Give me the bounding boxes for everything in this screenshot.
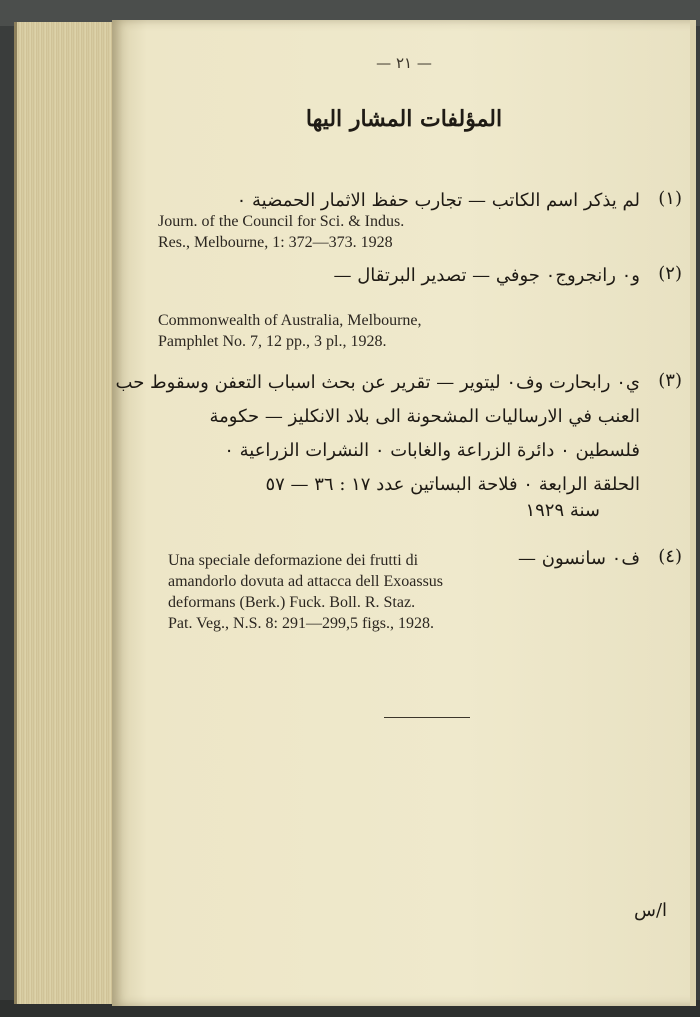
reference-3-arabic-line-3: فلسطين ٠ دائرة الزراعة والغابات ٠ النشرات الزراعية ٠	[224, 440, 640, 461]
reference-4-latin-line-1: Una speciale deformazione dei frutti di	[168, 552, 419, 569]
reference-1-number: (١)	[658, 188, 682, 209]
page-edge	[690, 20, 696, 1006]
reference-2-latin-line-2: Pamphlet No. 7, 12 pp., 3 pl., 1928.	[158, 333, 387, 350]
reference-1-latin-line-2: Res., Melbourne, 1: 372—373. 1928	[158, 234, 393, 251]
page-number: — ٢١ —	[376, 54, 432, 72]
page-title: المؤلفات المشار اليها	[305, 106, 503, 132]
page-edges	[14, 22, 117, 1004]
reference-3-number: (٣)	[658, 370, 682, 391]
reference-4-latin-line-4: Pat. Veg., N.S. 8: 291—299,5 figs., 1928.	[168, 615, 434, 632]
reference-2-latin-line-1: Commonwealth of Australia, Melbourne,	[158, 312, 422, 329]
reference-3-arabic-line-4: الحلقة الرابعة ٠ فلاحة البساتين عدد ١٧ : ٣٦ — ٥٧	[265, 474, 640, 495]
reference-3-arabic-line-5: سنة ١٩٢٩	[525, 500, 600, 521]
reference-1-latin-line-1: Journ. of the Council for Sci. & Indus.	[158, 213, 405, 230]
reference-3-arabic-line-1: ي٠ رابحارت وف٠ ليتوير — تقرير عن بحث اسباب التعفن وسقوط حب	[115, 372, 640, 393]
reference-4-latin-line-3: deformans (Berk.) Fuck. Boll. R. Staz.	[168, 594, 416, 611]
footer-mark: ا/س	[634, 900, 668, 921]
reference-3-arabic-line-2: العنب في الارساليات المشحونة الى بلاد الانكليز — حكومة	[209, 406, 640, 427]
reference-2-arabic: و٠ رانجروج٠ جوفي — تصدير البرتقال —	[333, 265, 640, 286]
reference-2-number: (٢)	[658, 263, 682, 284]
book-page	[112, 20, 696, 1006]
divider-rule	[384, 717, 470, 718]
reference-4-latin-line-2: amandorlo dovuta ad attacca dell Exoassus	[168, 573, 444, 590]
reference-4-arabic: ف٠ سانسون —	[518, 548, 640, 569]
reference-1-arabic: لم يذكر اسم الكاتب — تجارب حفظ الاثمار الحمضية ٠	[236, 190, 640, 211]
reference-4-number: (٤)	[658, 546, 682, 567]
